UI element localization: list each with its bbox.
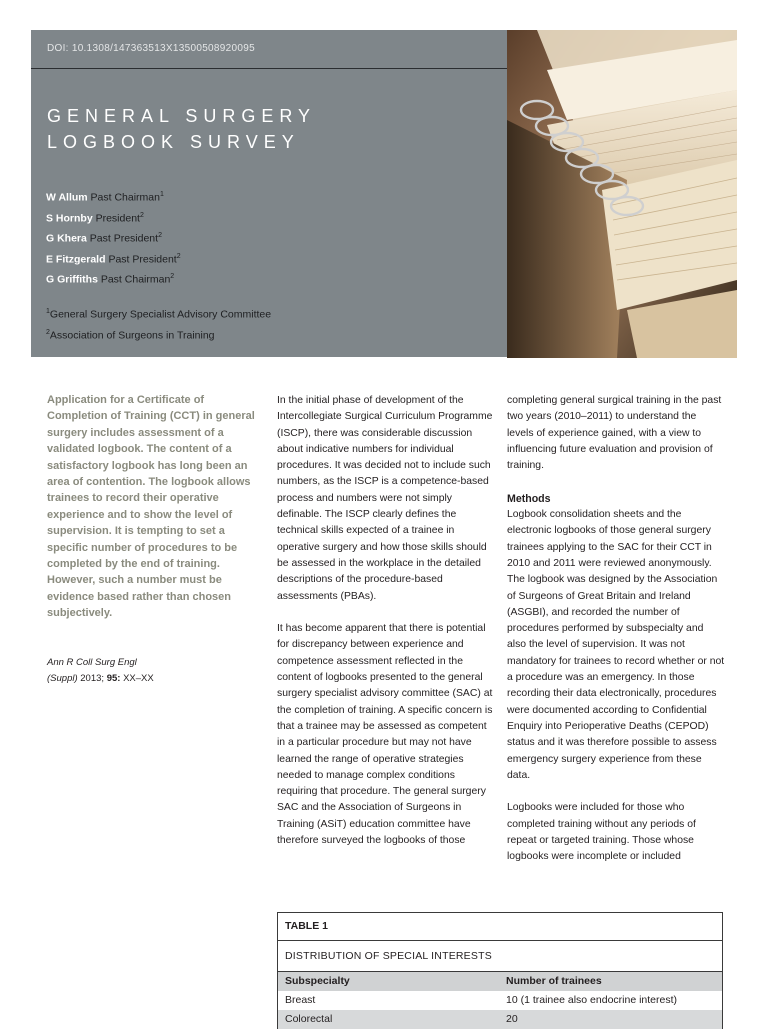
paragraph: completing general surgical training in the past two years (2010–2011) to understand the levels of experience gained, with a view to influencing future evaluation and provision of training.: [507, 395, 722, 472]
abstract: Application for a Certificate of Completion of Training (CCT) in general surgery includes assessment of a validated logbook. The content of a satisfactory logbook has long been an area of contention. The logbook allows trainees to record their operative experience and to show the level of supervision. It is tempting to set a specific number of procedures to be completed by the end of training. However, such a number must be evidence based rather than chosen subjectively.: [47, 394, 255, 620]
affiliation-text: Association of Surgeons in Training: [49, 329, 215, 341]
author-affil-ref: 2: [176, 252, 181, 260]
author: [46, 186, 181, 207]
paragraph: It has become apparent that there is potential for discrepancy between experience and competence assessment reflected in the content of logbooks presented to the general surgery specialist advisory committee (SAC) at the completion of training. A specific concern is that a trainee may be assessed as competent in a particular procedure but may not have learned the range of operative strategies needed to manage complex conditions requiring that procedure. The general surgery SAC and the Association of Surgeons in Training (ASiT) education committee have therefore surveyed the logbooks of those: [277, 623, 493, 847]
author-affil-ref: 2: [139, 211, 144, 219]
author-name: W Allum: [46, 191, 88, 204]
author-list: [46, 186, 181, 289]
affiliation: [46, 303, 271, 324]
table-cell: Breast: [285, 994, 316, 1006]
divider: [31, 68, 507, 69]
doi: DOI: 10.1308/147363513X13500508920095: [47, 43, 255, 54]
citation: [47, 655, 154, 687]
citation-pages: XX–XX: [123, 673, 154, 684]
author: [46, 207, 181, 228]
author-role: Past Chairman: [90, 191, 160, 204]
table-cell: Colorectal: [285, 1013, 333, 1025]
affiliation: [46, 324, 271, 345]
affiliation-list: [46, 303, 271, 344]
table-header-cell: Number of trainees: [506, 975, 602, 987]
author: [46, 248, 181, 269]
citation-volume: 95:: [106, 673, 121, 684]
author-role: Past Chairman: [100, 273, 171, 286]
citation-supp: (Suppl): [47, 673, 78, 684]
author-affil-ref: 2: [158, 232, 162, 239]
author-name: S Hornby: [46, 212, 93, 224]
author-name: G Khera: [46, 232, 87, 245]
table-cell: 20: [506, 1013, 518, 1025]
table-header-row: [278, 972, 722, 991]
section-heading-methods: Methods: [507, 492, 551, 505]
author-name: G Griffiths: [46, 273, 98, 286]
affiliation-ref: 1: [46, 308, 50, 315]
author: [46, 227, 181, 248]
body-column-3: [507, 393, 725, 882]
affiliation-text: General Surgery Specialist Advisory Committee: [49, 308, 272, 321]
paragraph: Logbook consolidation sheets and the electronic logbooks of those general surgery trainees applying to the SAC for their CCT in 2010 and 2011 were reviewed anonymously. The logbook was designed by the Association of Surgeons of Great Britain and Ireland (ASGBI), and recorded the number of procedures performed by subspecialty and also the level of supervision. It was not mandatory for trainees to record whether or not a procedure was an emergency. In those recording their data electronically, procedures were documented according to Confidential Enquiry into Perioperative Deaths (CEPOD) status and it was therefore possible to assess emergency surgery experience from these data.: [507, 509, 725, 781]
table-caption: DISTRIBUTION OF SPECIAL INTERESTS: [278, 941, 722, 972]
affiliation-ref: 2: [46, 328, 50, 336]
table-row: [278, 1010, 722, 1029]
author-role: Past President: [108, 253, 177, 265]
table-label: TABLE 1: [278, 913, 722, 941]
article-title: [47, 103, 316, 155]
table-row: [278, 991, 722, 1010]
author-name: E Fitzgerald: [46, 253, 106, 265]
author-role: President: [95, 212, 140, 224]
citation-year: 2013;: [80, 673, 105, 684]
citation-journal: Ann R Coll Surg Engl: [47, 657, 137, 668]
title-line-1: GENERAL SURGERY: [47, 106, 317, 126]
table-special-interests: [277, 912, 723, 1029]
paragraph: In the initial phase of development of the Intercollegiate Surgical Curriculum Programme (ISCP), there was considerable discussion about indicative numbers for individual procedures. It was decided not to include such numbers, as the ISCP is a competence-based process and numbers were not simply definable. The ISCP clearly defines the technical skills expected of a trainee in operative surgery and how those skills should be assessed in the workplace in the detailed descriptions of the procedure-based assessments (PBAs).: [277, 395, 493, 602]
paragraph: Logbooks were included for those who completed training without any periods of repeat or targeted training. Those whose logbooks were incomplete or included: [507, 802, 696, 863]
logbook-photo: [507, 30, 737, 358]
author-affil-ref: 2: [170, 273, 175, 280]
author: [46, 268, 181, 289]
table-cell: 10 (1 trainee also endocrine interest): [506, 994, 678, 1006]
body-column-2: [277, 393, 495, 866]
title-line-2: LOGBOOK SURVEY: [47, 132, 300, 152]
table-header-cell: Subspecialty: [285, 975, 350, 987]
author-role: Past President: [89, 232, 159, 245]
author-affil-ref: 1: [159, 191, 164, 198]
